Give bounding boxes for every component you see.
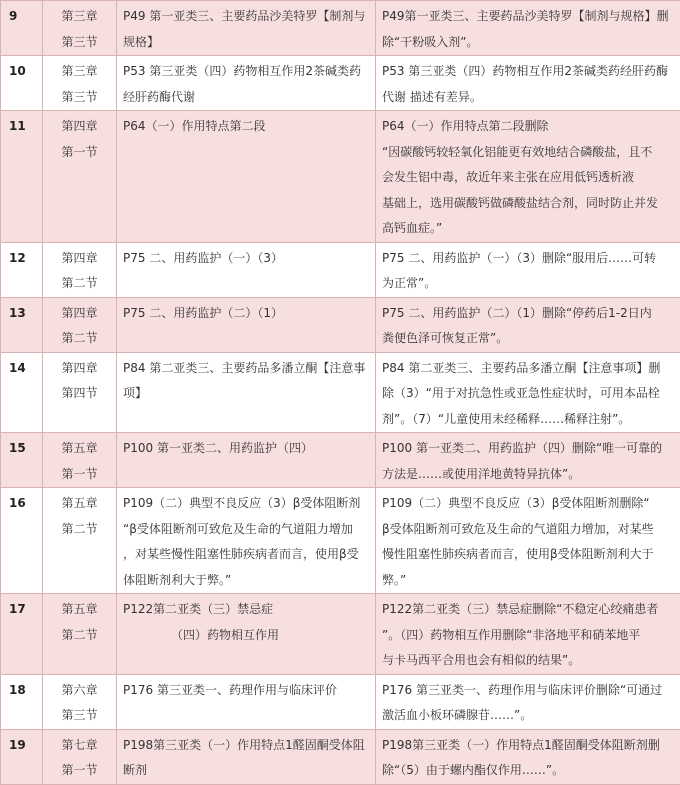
revision-text-line: P100 第一亚类二、用药监护（四）删除“唯一可靠的 [382,436,674,462]
revision-text-line: 慢性阻塞性肺疾病者而言，使用β受体阻断剂利大于 [382,542,674,568]
chapter-label: 第三章 [45,4,114,30]
section-label: 第三节 [45,703,114,729]
row-number: 10 [1,56,43,111]
original-text-cell [117,352,376,433]
chapter-section-cell [43,674,117,729]
revision-text-line: 除“干粉吸入剂”。 [382,30,674,56]
revision-text-line: 与卡马西平合用也会有相似的结果”。 [382,648,674,674]
section-label: 第一节 [45,462,114,488]
original-text-cell [117,488,376,594]
row-number: 9 [1,1,43,56]
original-text-line: 体阻断剂利大于弊。” [123,568,369,594]
section-label: 第二节 [45,517,114,543]
revision-text-line: “因碳酸钙较轻氧化铝能更有效地结合磷酸盐，且不 [382,140,674,166]
table-row [1,1,680,56]
original-text-line: 断剂 [123,758,369,784]
original-text-cell [117,674,376,729]
chapter-label: 第四章 [45,301,114,327]
original-text-cell [117,56,376,111]
row-number: 14 [1,352,43,433]
row-number: 12 [1,242,43,297]
section-label: 第一节 [45,140,114,166]
table-row [1,594,680,675]
revision-text-line: P75 二、用药监护（二）（1）删除“停药后1-2日内 [382,301,674,327]
row-number: 17 [1,594,43,675]
original-text-line: P75 二、用药监护（二）（1） [123,301,369,327]
table-row [1,433,680,488]
section-label: 第二节 [45,271,114,297]
original-text-line: ，对某些慢性阻塞性肺疾病者而言，使用β受 [123,542,369,568]
revision-text-line: 代谢 描述有差异。 [382,85,674,111]
row-number: 13 [1,297,43,352]
chapter-section-cell [43,594,117,675]
revision-text-line: P198第三亚类（一）作用特点1醛固酮受体阻断剂删 [382,733,674,759]
revision-text-line: 方法是……或使用洋地黄特异抗体”。 [382,462,674,488]
revision-text-line: ”。（四）药物相互作用删除“非洛地平和硝苯地平 [382,623,674,649]
original-text-line: P198第三亚类（一）作用特点1醛固酮受体阻 [123,733,369,759]
revision-text-line: P49第一亚类三、主要药品沙美特罗【制剂与规格】删 [382,4,674,30]
original-text-cell [117,433,376,488]
chapter-section-cell [43,352,117,433]
revision-text-line: 会发生铝中毒，故近年来主张在应用低钙透析液 [382,165,674,191]
table-row [1,111,680,243]
section-label: 第二节 [45,623,114,649]
revision-text-cell [376,297,680,352]
original-text-cell [117,111,376,243]
table-row [1,488,680,594]
original-text-line: P122第二亚类（三）禁忌症 [123,597,369,623]
chapter-section-cell [43,242,117,297]
revision-text-cell [376,352,680,433]
original-text-line: （四）药物相互作用 [123,623,369,649]
original-text-cell [117,1,376,56]
revision-text-line: 弊。” [382,568,674,594]
table-body [1,1,680,785]
original-text-cell [117,242,376,297]
revision-text-cell [376,1,680,56]
chapter-label: 第七章 [45,733,114,759]
chapter-section-cell [43,111,117,243]
row-number: 15 [1,433,43,488]
chapter-section-cell [43,729,117,784]
table-row [1,729,680,784]
revision-text-cell [376,56,680,111]
revision-text-line: P53 第三亚类（四）药物相互作用2茶碱类药经肝药酶 [382,59,674,85]
revision-text-cell [376,433,680,488]
section-label: 第三节 [45,30,114,56]
section-label: 第二节 [45,326,114,352]
original-text-line: P176 第三亚类一、药理作用与临床评价 [123,678,369,704]
section-label: 第一节 [45,758,114,784]
section-label: 第三节 [45,85,114,111]
table-row [1,242,680,297]
revision-text-line: β受体阻断剂可致危及生命的气道阻力增加，对某些 [382,517,674,543]
table-row [1,56,680,111]
revision-text-line: 基础上，选用碳酸钙做磷酸盐结合剂，同时防止并发 [382,191,674,217]
revision-text-line: P75 二、用药监护（一）（3）删除“服用后……可转 [382,246,674,272]
section-label: 第四节 [45,381,114,407]
chapter-label: 第三章 [45,59,114,85]
original-text-line: P53 第三亚类（四）药物相互作用2茶碱类药 [123,59,369,85]
revision-text-cell [376,594,680,675]
revision-text-cell [376,242,680,297]
chapter-section-cell [43,1,117,56]
revision-text-line: P109（二）典型不良反应（3）β受体阻断剂删除“ [382,491,674,517]
revision-text-line: 除（3）“用于对抗急性或亚急性症状时，可用本品栓 [382,381,674,407]
chapter-label: 第五章 [45,436,114,462]
row-number: 11 [1,111,43,243]
original-text-cell [117,594,376,675]
revision-text-line: P122第二亚类（三）禁忌症删除“不稳定心绞痛患者 [382,597,674,623]
row-number: 16 [1,488,43,594]
revision-text-line: 激活血小板环磷腺苷……”。 [382,703,674,729]
chapter-label: 第五章 [45,597,114,623]
revision-text-line: 剂”。（7）“儿童使用未经稀释……稀释注射”。 [382,407,674,433]
original-text-line: P75 二、用药监护（一）（3） [123,246,369,272]
original-text-line: P109（二）典型不良反应（3）β受体阻断剂 [123,491,369,517]
original-text-cell [117,729,376,784]
chapter-section-cell [43,56,117,111]
revision-text-line: 除“（5）由于螺内酯仅作用……”。 [382,758,674,784]
original-text-line: P84 第二亚类三、主要药品多潘立酮【注意事 [123,356,369,382]
table-row [1,352,680,433]
chapter-label: 第四章 [45,356,114,382]
revision-text-cell [376,729,680,784]
revision-text-cell [376,674,680,729]
original-text-line: P100 第一亚类二、用药监护（四） [123,436,369,462]
original-text-line: 规格】 [123,30,369,56]
original-text-cell [117,297,376,352]
table-row [1,297,680,352]
original-text-line: 经肝药酶代谢 [123,85,369,111]
revision-text-line: 高钙血症。” [382,216,674,242]
revision-text-line: P64（一）作用特点第二段删除 [382,114,674,140]
original-text-line: P64（一）作用特点第二段 [123,114,369,140]
row-number: 18 [1,674,43,729]
chapter-label: 第四章 [45,246,114,272]
chapter-section-cell [43,297,117,352]
original-text-line: 项】 [123,381,369,407]
revision-text-line: P176 第三亚类一、药理作用与临床评价删除“可通过 [382,678,674,704]
revision-text-line: 为正常”。 [382,271,674,297]
revision-text-cell [376,111,680,243]
original-text-line: “β受体阻断剂可致危及生命的气道阻力增加 [123,517,369,543]
revision-text-line: P84 第二亚类三、主要药品多潘立酮【注意事项】删 [382,356,674,382]
row-number: 19 [1,729,43,784]
chapter-section-cell [43,433,117,488]
revision-text-cell [376,488,680,594]
chapter-label: 第五章 [45,491,114,517]
chapter-label: 第六章 [45,678,114,704]
original-text-line: P49 第一亚类三、主要药品沙美特罗【制剂与 [123,4,369,30]
revision-text-line: 粪便色泽可恢复正常”。 [382,326,674,352]
table-row [1,674,680,729]
chapter-section-cell [43,488,117,594]
chapter-label: 第四章 [45,114,114,140]
